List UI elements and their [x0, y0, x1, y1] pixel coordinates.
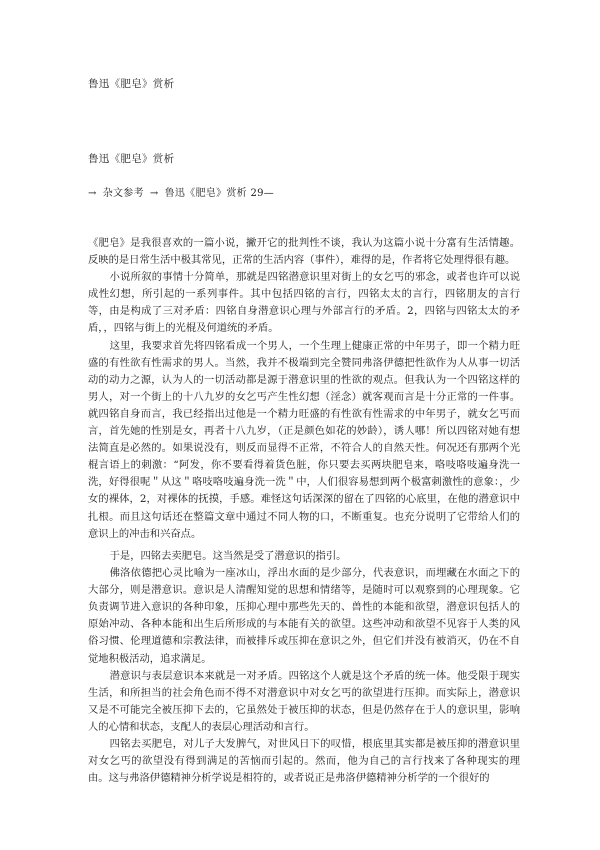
paragraph: 这里，我要求首先将四铭看成一个男人，一个生理上健康正常的中年男子，即一个精力旺盛的有性欲有性需求的男人。当然，我并不极端到完全赞同弗洛伊德把性欲作为人从事一切活动的动力之源，认为人的一切活动都是源于潜意识里的性欲的观点。但我认为一个四铭这样的男人，对一个街上的十八九岁的女乞丐产生性幻想（淫念）就客观而言是十分正常的一件事。就四铭自身而言，我已经指出过他是一个精力旺盛的有性欲有性需求的中年男子，就女乞丐而言，首先她的性别是女，再者十八九岁，（正是颜色如花的妙龄），诱人哪！所以四铭对她有想法简直是必然的。如果说没有，则反而显得不正常，不符合人的自然天性。何况还有那两个光棍言语上的刺激：“阿发，你不要看得着货色脏，你只要去买两块肥皂来，咯吱咯吱遍身洗一洗，好得很呢＂从这＂咯吱咯吱遍身洗一洗＂中，人们很容易想到两个极富刺激性的意象：，少女的裸体，2，对裸体的抚摸，手感。难怪这句话深深的留在了四铭的心底里，在他的潜意识中扎根。而且这句话还在整篇文章中通过不同人物的口，不断重复。也充分说明了它带给人们的意识上的冲击和兴奋点。 — [88, 339, 520, 540]
breadcrumb-arrow-icon: → — [149, 188, 159, 199]
paragraph: 四铭去买肥皂，对儿子大发脾气，对世风日下的叹惜，根底里其实都是被压抑的潜意识里对女乞丐的欲望没有得到满足的苦恼而引起的。然而，他为自己的言行找来了各种现实的理由。这与弗洛伊德精神分析学说是相符的，或者说正是弗洛伊德精神分析学的一个很好的 — [88, 738, 520, 785]
body-section-2 — [88, 548, 520, 787]
breadcrumb-current: 鲁迅《肥皂》赏析 29— — [164, 188, 275, 199]
document-title: 鲁迅《肥皂》赏析 — [88, 78, 175, 90]
article-title: 鲁迅《肥皂》赏析 — [88, 153, 175, 165]
paragraph: 潜意识与表层意识本来就是一对矛盾。四铭这个人就是这个矛盾的统一体。他受限于现实生活，和所担当的社会角色而不得不对潜意识中对女乞丐的欲望进行压抑。而实际上，潜意识又是不可能完全被压抑下去的，它虽然处于被压抑的状态，但是仍然存在于人的意识里，影响人的心情和状态，支配人的表层心理活动和言行。 — [88, 669, 520, 733]
breadcrumb — [88, 184, 274, 199]
paragraph: 佛洛依德把心灵比喻为一座冰山，浮出水面的是少部分，代表意识，而埋藏在水面之下的大部分，则是潜意识。意识是人清醒知觉的思想和情绪等，是随时可以观察到的心理现象。它负责调节进入意识的各种印象，压抑心理中那些先天的、兽性的本能和欲望，潜意识包括人的原始冲动、各种本能和出生后所形成的与本能有关的欲望。这些冲动和欲望不见容于人类的风俗习惯、伦理道德和宗教法律，而被排斥或压抑在意识之外，但它们并没有被消灭，仍在不自觉地积极活动，追求满足。 — [88, 567, 520, 665]
body-section-1 — [88, 235, 520, 543]
breadcrumb-category[interactable]: 杂文参考 — [102, 188, 144, 199]
paragraph: 于是，四铭去卖肥皂。这当然是受了潜意识的指引。 — [109, 550, 347, 562]
paragraph: 小说所叙的事情十分简单，那就是四铭潜意识里对街上的女乞丐的邪念，或者也许可以说成性幻想，所引起的一系列事件。其中包括四铭的言行，四铭太太的言行，四铭朋友的言行等，由是构成了三对矛盾：四铭自身潜意识心理与外部言行的矛盾。2，四铭与四铭太太的矛盾，，四铭与街上的光棍及何道统的矛盾。 — [88, 271, 520, 335]
breadcrumb-arrow-icon: → — [88, 188, 97, 199]
paragraph: 《肥皂》是我很喜欢的一篇小说，撇开它的批判性不谈，我认为这篇小说十分富有生活情趣。反映的是日常生活中极其常见，正常的生活内容（事件），难得的是，作者将它处理得很有趣。 — [88, 237, 520, 267]
